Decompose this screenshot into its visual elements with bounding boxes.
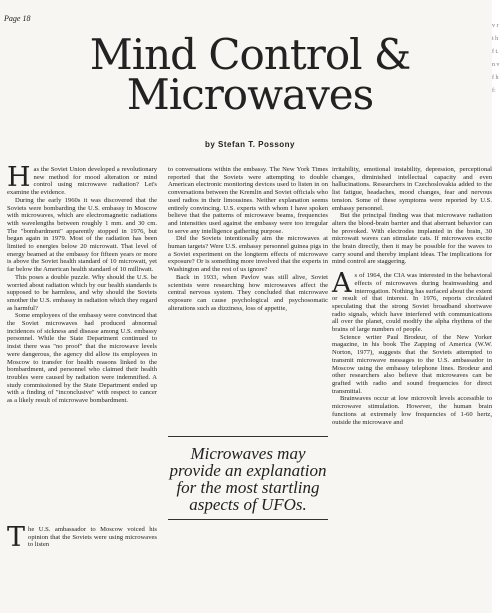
paragraph: Has the Soviet Union developed a revolutionary new method for mood alteration or mind control using microwave radiation? Let's examine the evidence.: [7, 162, 157, 197]
paragraph: Did the Soviets intentionally aim the microwaves at human targets? Were U.S. embassy personnel guinea pigs in a Soviet experiment on the longterm effects of microwave exposure? Or is something more involved that the experts in Washington and the rest of us ignore?: [168, 235, 328, 274]
column-1-bottom: [7, 522, 157, 553]
paragraph: Science writer Paul Brodeur, of the New Yorker magazine, in his book The Zapping of America (W.W. Norton, 1977), suggests that the Soviets attempted to transmit microwave messages to the U.S. ambassador in Moscow using the embassy telephone lines. Brodeur and other researchers also believe that microwaves can be grafted with radio and sound frequencies for direct transmittal.: [332, 333, 492, 395]
pull-quote: Microwaves may provide an explanation for the most startling aspects of UFOs.: [168, 436, 328, 520]
column-2: [168, 166, 328, 312]
page-number: Page 18: [4, 14, 31, 23]
paragraph: This poses a double puzzle. Why should the U.S. be worried about radiation which by our health standards is supposed to be harmless, and why should the Soviets smother the U.S. embassy in radiation which they regard as harmful?: [7, 273, 157, 312]
paragraph: Back in 1933, when Pavlov was still alive, Soviet scientists were researching how microwaves affect the central nervous system. They concluded that microwave exposure can cause psychological and psychosomatic alterations such as dizziness, loss of appetite,: [168, 273, 328, 312]
byline: by Stefan T. Possony: [204, 140, 296, 149]
drop-cap: A: [332, 268, 352, 300]
paragraph: Brainwaves occur at low microvolt levels accessible to microwave stimulation. However, the human brain functions at extremely low frequencies of 1-60 hertz, outside the microwave and: [332, 395, 492, 426]
column-3: [332, 166, 492, 426]
paragraph: irritability, emotional instability, depression, perceptional changes, diminished intellectual capacity and even hallucinations. Researchers in Czechoslovakia added to the list fatigue, headaches, mood changes, fear and nervous tension. Some of these symptoms were reported by U.S. embassy personnel.: [332, 166, 492, 212]
paragraph: During the early 1960s it was discovered that the Soviets were bombarding the U.S. embassy in Moscow with microwaves, which are electromagnetic radiations with wavelengths between roughly 1 mm. and 30 cm. The "bombardment" apparently stopped in 1976, but began again in 1979. Most of the radiation has been limited to energies below 20 microwatt. That level of energy beamed at the embassy for fifteen years or more is above the Soviet health standard of 10 microwatt, yet far below the American health standard of 10 milliwatt.: [7, 196, 157, 274]
paragraph: Some employees of the embassy were convinced that the Soviet microwaves had produced abnormal incidences of sickness and disease among U.S. embassy personnel. While the State Department continued to insist there was "no proof" that the microwave levels were dangerous, the agency did allow its employees in Moscow to transfer for health reasons linked to the bombardment, and personnel who claimed their health troubles were caused by radiation were indemnified. A study commissioned by the State Department ended up with a finding of "inconclusive" with respect to cancer as a likely result of microwave bombardment.: [7, 312, 157, 405]
article-title: [0, 30, 500, 119]
column-1: [7, 162, 157, 405]
next-page-edge: v r t h f t. n v f h f:: [492, 0, 500, 613]
paragraph: The U.S. ambassador to Moscow voiced his opinion that the Soviets were using microwaves to listen: [7, 522, 157, 553]
drop-cap: H: [7, 162, 31, 193]
paragraph: As of 1964, the CIA was interested in the behavioral effects of microwaves during brainwashing and interrogation. Nothing has surfaced about the extent or result of that interest. In 1976, reports circulated speculating that the strong Soviet broadband shortwave radio signals, which have interfered with communications all over the planet, could modify the alpha rhythms of the brains of large numbers of people.: [332, 268, 492, 334]
paragraph: to conversations within the embassy. The New York Times reported that the Soviets were attempting to double American electronic monitoring devices used to listen in on conversations between the Kremlin and Soviet officials who used radios in their limousines. Neither explanation seems entirely convincing. U.S. experts with whom I have spoken believe that the patterns of microwave beams, frequencies and intensities used against the embassy were too irregular to serve any intelligence gathering purpose.: [168, 166, 328, 235]
title-line-2: Microwaves: [126, 70, 374, 119]
paragraph: But the principal finding was that microwave radiation alters the blood-brain barrier and that aberrant behavior can be provoked. With electrodes implanted in the brain, 30 microwatt waves can stimulate cats. If microwaves excite the brain directly, then it may be possible for the waves to carry sound and thereby implant ideas. The implications for mind control are staggering.: [332, 212, 492, 266]
drop-cap: T: [7, 522, 26, 553]
title-line-1: Mind Control &: [89, 30, 411, 79]
